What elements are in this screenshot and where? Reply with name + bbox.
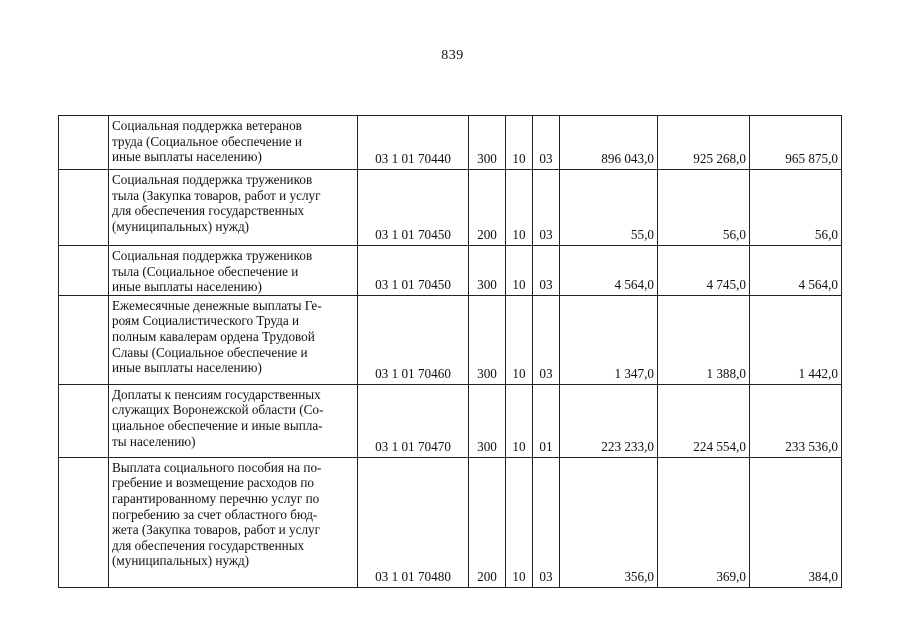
row-subsection: 03 <box>533 116 560 170</box>
description-line: иные выплаты населению) <box>112 279 262 295</box>
row-section: 10 <box>506 116 533 170</box>
description-line: тыла (Закупка товаров, работ и услуг <box>112 187 321 203</box>
description-line: для обеспечения государственных <box>112 537 305 553</box>
description-line: Доплаты к пенсиям государственных <box>112 386 321 402</box>
description-line: труда (Социальное обеспечение и <box>112 133 302 149</box>
row-subsection: 03 <box>533 246 560 296</box>
row-amount-year-1: 896 043,0 <box>560 116 658 170</box>
description-line: иные выплаты населению) <box>112 149 262 165</box>
row-description <box>109 116 358 170</box>
budget-table <box>58 115 842 588</box>
row-subsection: 01 <box>533 384 560 457</box>
row-blank-cell <box>59 170 109 246</box>
row-section: 10 <box>506 384 533 457</box>
row-amount-year-1: 1 347,0 <box>560 295 658 384</box>
table-row <box>59 384 842 457</box>
description-line: циальное обеспечение и иные выпла- <box>112 417 323 433</box>
description-line: Славы (Социальное обеспечение и <box>112 344 308 360</box>
description-line: Ежемесячные денежные выплаты Ге- <box>112 297 322 313</box>
row-section: 10 <box>506 295 533 384</box>
description-line: служащих Воронежской области (Со- <box>112 402 324 418</box>
row-amount-year-1: 223 233,0 <box>560 384 658 457</box>
row-code: 03 1 01 70480 <box>358 457 469 587</box>
row-expense-type: 300 <box>469 384 506 457</box>
description-line: иные выплаты населению) <box>112 360 262 376</box>
row-expense-type: 200 <box>469 457 506 587</box>
row-blank-cell <box>59 457 109 587</box>
description-line: Выплата социального пособия на по- <box>112 459 322 475</box>
row-amount-year-1: 4 564,0 <box>560 246 658 296</box>
row-amount-year-3: 233 536,0 <box>750 384 842 457</box>
row-description <box>109 170 358 246</box>
row-amount-year-3: 1 442,0 <box>750 295 842 384</box>
description-line: гребение и возмещение расходов по <box>112 475 314 491</box>
row-amount-year-3: 384,0 <box>750 457 842 587</box>
description-line: гарантированному перечню услуг по <box>112 490 320 506</box>
row-section: 10 <box>506 170 533 246</box>
row-section: 10 <box>506 246 533 296</box>
description-line: роям Социалистического Труда и <box>112 313 300 329</box>
table-body <box>59 116 842 588</box>
row-amount-year-3: 965 875,0 <box>750 116 842 170</box>
row-subsection: 03 <box>533 295 560 384</box>
row-expense-type: 300 <box>469 116 506 170</box>
row-amount-year-3: 4 564,0 <box>750 246 842 296</box>
row-amount-year-2: 56,0 <box>658 170 750 246</box>
row-blank-cell <box>59 116 109 170</box>
row-description <box>109 457 358 587</box>
row-blank-cell <box>59 246 109 296</box>
row-expense-type: 200 <box>469 170 506 246</box>
row-code: 03 1 01 70450 <box>358 246 469 296</box>
description-line: ты населению) <box>112 433 196 449</box>
row-amount-year-2: 925 268,0 <box>658 116 750 170</box>
row-code: 03 1 01 70450 <box>358 170 469 246</box>
table-row <box>59 246 842 296</box>
row-code: 03 1 01 70460 <box>358 295 469 384</box>
row-description <box>109 246 358 296</box>
description-line: Социальная поддержка ветеранов <box>112 118 302 133</box>
row-subsection: 03 <box>533 457 560 587</box>
row-amount-year-2: 1 388,0 <box>658 295 750 384</box>
row-subsection: 03 <box>533 170 560 246</box>
description-line: Социальная поддержка тружеников <box>112 172 313 187</box>
row-amount-year-1: 356,0 <box>560 457 658 587</box>
description-line: (муниципальных) нужд) <box>112 218 250 234</box>
description-line: для обеспечения государственных <box>112 203 305 219</box>
description-line: Социальная поддержка тружеников <box>112 248 313 263</box>
description-line: погребению за счет областного бюд- <box>112 506 318 522</box>
row-description <box>109 295 358 384</box>
row-amount-year-2: 224 554,0 <box>658 384 750 457</box>
row-blank-cell <box>59 295 109 384</box>
row-amount-year-3: 56,0 <box>750 170 842 246</box>
page-number: 839 <box>441 48 464 63</box>
row-expense-type: 300 <box>469 246 506 296</box>
row-blank-cell <box>59 384 109 457</box>
table-row <box>59 295 842 384</box>
row-code: 03 1 01 70440 <box>358 116 469 170</box>
row-amount-year-1: 55,0 <box>560 170 658 246</box>
row-expense-type: 300 <box>469 295 506 384</box>
description-line: жета (Закупка товаров, работ и услуг <box>112 522 321 538</box>
row-description <box>109 384 358 457</box>
row-code: 03 1 01 70470 <box>358 384 469 457</box>
row-amount-year-2: 4 745,0 <box>658 246 750 296</box>
table-row <box>59 116 842 170</box>
row-section: 10 <box>506 457 533 587</box>
row-amount-year-2: 369,0 <box>658 457 750 587</box>
description-line: полным кавалерам ордена Трудовой <box>112 328 315 344</box>
description-line: (муниципальных) нужд) <box>112 553 250 569</box>
description-line: тыла (Социальное обеспечение и <box>112 263 299 279</box>
table-row <box>59 457 842 587</box>
table-row <box>59 170 842 246</box>
